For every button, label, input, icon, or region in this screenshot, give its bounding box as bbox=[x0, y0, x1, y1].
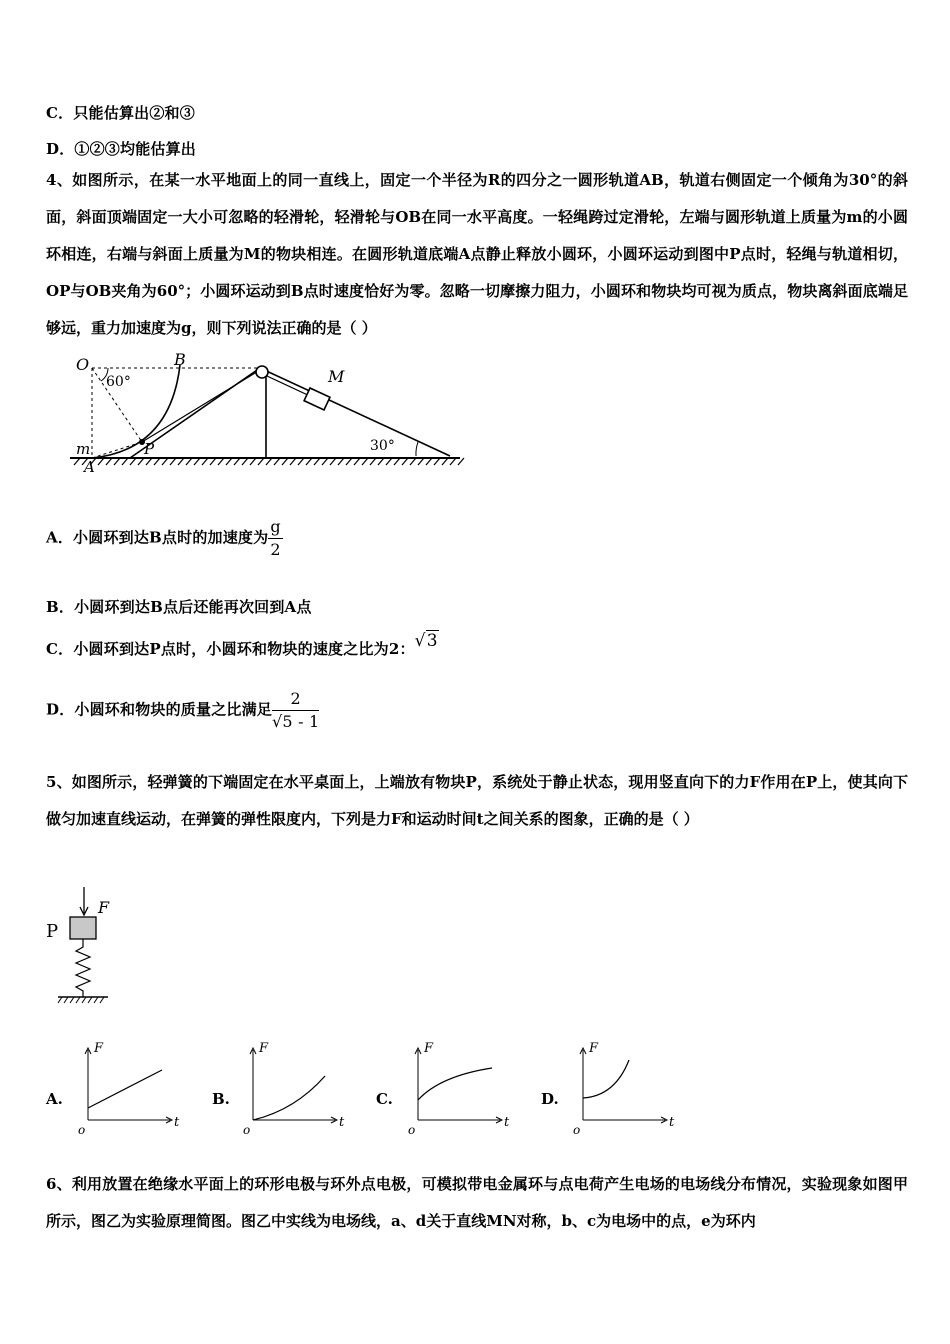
q4-option-a-text: A．小圆环到达B点时的加速度为 bbox=[46, 528, 269, 547]
ground-hatch bbox=[322, 458, 328, 465]
ground-hatch bbox=[442, 458, 448, 465]
ground-hatch bbox=[274, 458, 280, 465]
q4-option-b: B．小圆环到达B点后还能再次回到A点 bbox=[46, 598, 312, 616]
frac-den: √5 - 1 bbox=[272, 712, 320, 731]
ground-hatch bbox=[362, 458, 368, 465]
q5-graphs bbox=[70, 1038, 690, 1138]
ground-hatch bbox=[370, 458, 376, 465]
ground-hatch bbox=[394, 458, 400, 465]
axis-label-F: F bbox=[589, 1041, 599, 1056]
axis-label-t: t bbox=[504, 1115, 510, 1130]
fraction-2-over-sqrt5-minus-1 bbox=[272, 690, 319, 731]
ground-hatch bbox=[258, 458, 264, 465]
q3-option-d: D．①②③均能估算出 bbox=[46, 140, 197, 158]
label-P: P bbox=[144, 440, 155, 458]
q5-option-b-label: B. bbox=[212, 1090, 230, 1108]
q5-option-c-label: C. bbox=[376, 1090, 393, 1108]
frac-den: 2 bbox=[270, 540, 281, 559]
label-A: A bbox=[84, 458, 95, 476]
graph-d bbox=[573, 1041, 675, 1137]
frac-num: g bbox=[268, 518, 282, 539]
q5-option-a-label: A. bbox=[46, 1090, 63, 1108]
block-P bbox=[70, 917, 96, 939]
ground-hatch bbox=[170, 458, 176, 465]
axis-label-F: F bbox=[424, 1041, 434, 1056]
axis-label-t: t bbox=[174, 1115, 180, 1130]
ground-hatch bbox=[218, 458, 224, 465]
ground-hatch bbox=[98, 458, 104, 465]
sqrt-radicand: 3 bbox=[426, 631, 438, 651]
fraction-g-over-2 bbox=[268, 518, 282, 559]
label-O: O bbox=[76, 355, 90, 374]
ground-hatch bbox=[282, 458, 288, 465]
ground-hatch bbox=[138, 458, 144, 465]
q6-stem: 6、利用放置在绝缘水平面上的环形电极与环外点电极，可模拟带电金属环与点电荷产生电场的电场线分布情况，实验现象如图甲所示，图乙为实验原理简图。图乙中实线为电场线，a、d关于直线MN对称，b、c为电场中的点，e为环内 bbox=[46, 1175, 908, 1230]
q4-option-c bbox=[46, 631, 439, 659]
ground-hatch bbox=[418, 458, 424, 465]
curve-concave-up-from-zero bbox=[253, 1076, 325, 1120]
ground-hatch bbox=[106, 458, 112, 465]
ground-hatch bbox=[74, 458, 80, 465]
label-angle60: 60° bbox=[106, 374, 131, 390]
q4-option-c-text: C．小圆环到达P点时，小圆环和物块的速度之比为2： bbox=[46, 640, 415, 658]
ground-hatch bbox=[354, 458, 360, 465]
ground-hatch bbox=[314, 458, 320, 465]
ground bbox=[70, 458, 464, 465]
q5-spring-figure bbox=[44, 885, 134, 1010]
ground-hatch bbox=[330, 458, 336, 465]
ground-hatch bbox=[378, 458, 384, 465]
axis-label-F: F bbox=[259, 1041, 269, 1056]
ground-hatch bbox=[234, 458, 240, 465]
axis-label-o: o bbox=[408, 1123, 416, 1137]
ground-hatch bbox=[410, 458, 416, 465]
label-F: F bbox=[98, 898, 110, 917]
q5-option-d-label: D. bbox=[541, 1090, 559, 1108]
axis-label-o: o bbox=[573, 1123, 581, 1137]
label-P: P bbox=[46, 921, 59, 942]
q4-figure bbox=[70, 350, 465, 480]
ground-hatch bbox=[226, 458, 232, 465]
ground-hatch bbox=[250, 458, 256, 465]
ground-hatch bbox=[290, 458, 296, 465]
minus-one: - 1 bbox=[292, 712, 320, 731]
ground-hatch bbox=[346, 458, 352, 465]
sqrt-radicand: 5 bbox=[282, 712, 293, 731]
ground-hatch bbox=[186, 458, 192, 465]
ground-hatch bbox=[242, 458, 248, 465]
ground-hatch bbox=[266, 458, 272, 465]
curve-linear bbox=[88, 1070, 162, 1108]
label-B: B bbox=[174, 350, 186, 369]
sqrt-3: √3 bbox=[414, 631, 438, 651]
ground-hatch bbox=[434, 458, 440, 465]
ground-hatch bbox=[298, 458, 304, 465]
ground-hatch bbox=[402, 458, 408, 465]
ground-hatch bbox=[122, 458, 128, 465]
ground-hatch bbox=[426, 458, 432, 465]
graph-b bbox=[243, 1041, 345, 1137]
spring bbox=[76, 939, 90, 997]
label-M: M bbox=[328, 367, 345, 386]
axis-label-t: t bbox=[339, 1115, 345, 1130]
q4-option-d-text: D．小圆环和物块的质量之比满足 bbox=[46, 700, 273, 719]
curve-concave-up-offset bbox=[583, 1060, 629, 1098]
pulley bbox=[256, 366, 268, 378]
curve-concave-down bbox=[418, 1068, 492, 1100]
ground-hatch bbox=[386, 458, 392, 465]
ground-hatch bbox=[458, 458, 464, 465]
ground-hatch bbox=[154, 458, 160, 465]
q4-stem: 4、如图所示，在某一水平地面上的同一直线上，固定一个半径为R的四分之一圆形轨道AB，轨道右侧固定一个倾角为30°的斜面，斜面顶端固定一大小可忽略的轻滑轮，轻滑轮与OB在同一水平高度。一轻绳跨过定滑轮，左端与圆形轨道上质量为m的小圆环相连，右端与斜面上质量为M的物块相连。在圆形轨道底端A点静止释放小圆环，小圆环运动到图中P点时，轻绳与轨道相切，OP与OB夹角为60°；小圆环运动到B点时速度恰好为零。忽略一切摩擦力阻力，小圆环和物块均可视为质点，物块离斜面底端足够远，重力加速度为g，则下列说法正确的是（ ） bbox=[46, 171, 908, 337]
q5-stem: 5、如图所示，轻弹簧的下端固定在水平桌面上，上端放有物块P，系统处于静止状态，现用竖直向下的力F作用在P上，使其向下做匀加速直线运动，在弹簧的弹性限度内，下列是力F和运动时间t之间关系的图象，正确的是（ ） bbox=[46, 773, 908, 828]
ground-hatch bbox=[306, 458, 312, 465]
ground-hatch bbox=[162, 458, 168, 465]
graph-c bbox=[408, 1041, 510, 1137]
ground-hatch bbox=[146, 458, 152, 465]
label-m: m bbox=[76, 440, 91, 458]
ground-hatch bbox=[178, 458, 184, 465]
q4-option-d bbox=[46, 690, 319, 731]
ground-hatch bbox=[114, 458, 120, 465]
q3-option-c: C．只能估算出②和③ bbox=[46, 104, 195, 122]
ground-hatch bbox=[202, 458, 208, 465]
axis-label-o: o bbox=[78, 1123, 86, 1137]
ground-hatch bbox=[130, 458, 136, 465]
ground-hatch bbox=[338, 458, 344, 465]
ground-hatch bbox=[450, 458, 456, 465]
block-M bbox=[304, 388, 330, 410]
axis-label-t: t bbox=[669, 1115, 675, 1130]
axis-label-o: o bbox=[243, 1123, 251, 1137]
q4-option-a bbox=[46, 518, 283, 559]
graph-a bbox=[78, 1041, 180, 1137]
axis-label-F: F bbox=[94, 1041, 104, 1056]
label-30: 30° bbox=[370, 438, 395, 454]
ground-hatch bbox=[194, 458, 200, 465]
frac-num: 2 bbox=[272, 690, 319, 711]
ground-hatch bbox=[210, 458, 216, 465]
